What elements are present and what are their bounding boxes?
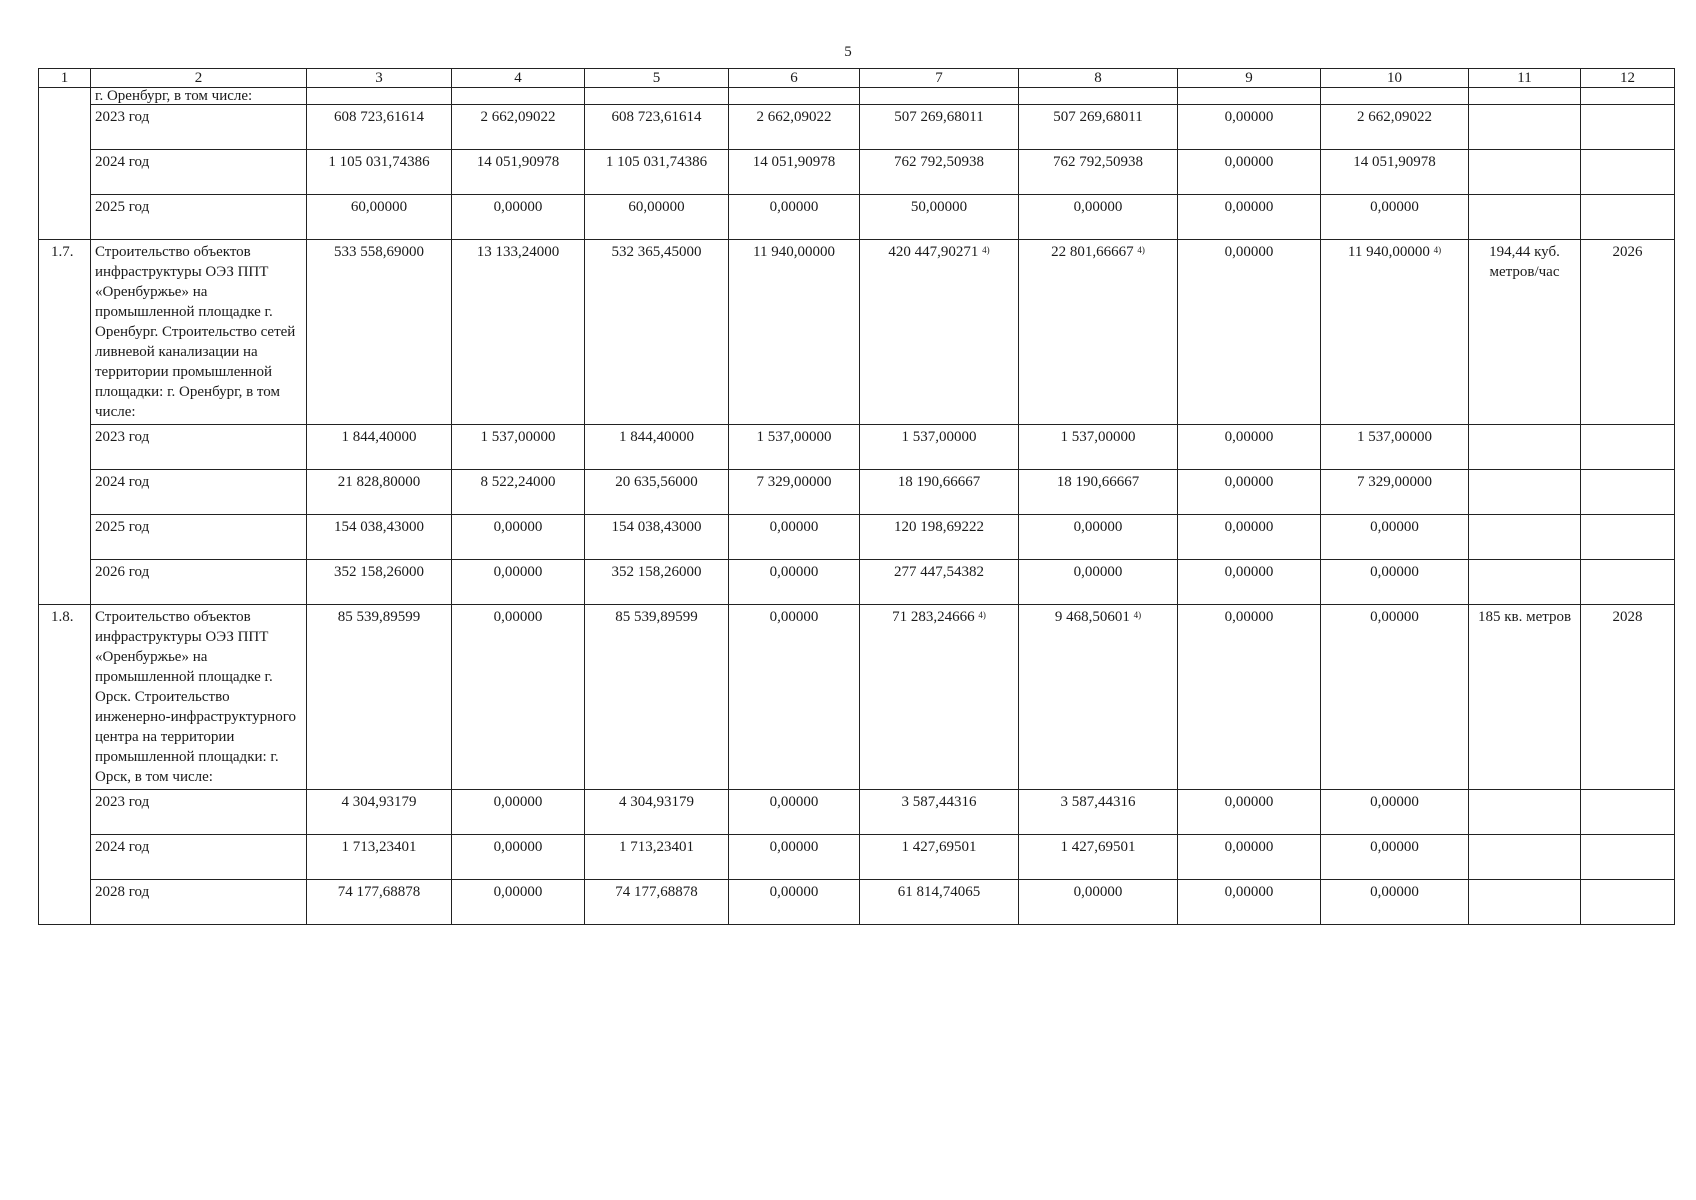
amount-cell: 0,00000	[729, 880, 860, 925]
amount-cell: 0,00000	[452, 195, 585, 240]
empty-cell	[1469, 560, 1581, 605]
table-row	[39, 515, 1675, 560]
amount-cell: 20 635,56000	[585, 470, 729, 515]
amount-cell: 85 539,89599	[307, 605, 452, 790]
year-label: 2023 год	[91, 105, 307, 150]
amount-cell: 1 537,00000	[1321, 425, 1469, 470]
amount-cell: 60,00000	[307, 195, 452, 240]
amount-cell: 0,00000	[1321, 790, 1469, 835]
amount-cell: 2 662,09022	[1321, 105, 1469, 150]
amount-cell: 1 844,40000	[307, 425, 452, 470]
cell-value: 420 447,90271	[888, 244, 979, 260]
empty-cell	[1469, 835, 1581, 880]
table-row	[39, 560, 1675, 605]
footnote-marker: 4)	[1433, 245, 1442, 255]
year-label: 2023 год	[91, 790, 307, 835]
empty-cell	[1469, 425, 1581, 470]
completion-year-cell: 2028	[1581, 605, 1675, 790]
header-cell: 9	[1178, 69, 1321, 88]
header-row	[39, 69, 1675, 88]
amount-cell: 0,00000	[1178, 105, 1321, 150]
amount-cell: 1 537,00000	[1019, 425, 1178, 470]
amount-cell: 0,00000	[729, 515, 860, 560]
amount-cell: 533 558,69000	[307, 240, 452, 425]
amount-cell: 0,00000	[1178, 560, 1321, 605]
empty-cell	[1581, 835, 1675, 880]
empty-cell	[1469, 790, 1581, 835]
amount-cell: 0,00000	[1321, 605, 1469, 790]
amount-cell: 0,00000	[1178, 425, 1321, 470]
empty-cell	[1581, 105, 1675, 150]
continued-label: г. Оренбург, в том числе:	[91, 88, 307, 105]
table-row	[39, 605, 1675, 790]
year-label: 2025 год	[91, 515, 307, 560]
amount-cell: 14 051,90978	[1321, 150, 1469, 195]
capacity-cell: 185 кв. метров	[1469, 605, 1581, 790]
empty-cell	[585, 88, 729, 105]
amount-cell: 0,00000	[1178, 150, 1321, 195]
footnote-marker: 4)	[978, 610, 986, 620]
amount-cell: 608 723,61614	[307, 105, 452, 150]
amount-cell: 0,00000	[1321, 880, 1469, 925]
amount-cell: 1 105 031,74386	[307, 150, 452, 195]
amount-cell: 352 158,26000	[585, 560, 729, 605]
amount-cell: 0,00000	[452, 605, 585, 790]
amount-cell: 507 269,68011	[1019, 105, 1178, 150]
page-number: 5	[844, 44, 852, 60]
header-cell: 6	[729, 69, 860, 88]
amount-cell: 0,00000	[452, 835, 585, 880]
empty-cell	[1321, 88, 1469, 105]
amount-cell: 1 844,40000	[585, 425, 729, 470]
item-number: 1.8.	[39, 605, 91, 925]
empty-cell	[452, 88, 585, 105]
amount-cell: 0,00000	[1178, 195, 1321, 240]
amount-cell: 1 537,00000	[729, 425, 860, 470]
empty-cell	[729, 88, 860, 105]
amount-cell: 0,00000	[1178, 835, 1321, 880]
empty-cell	[1581, 88, 1675, 105]
item-number-cell	[39, 88, 91, 240]
cell-value: 9 468,50601	[1054, 609, 1130, 625]
amount-cell: 0,00000	[1019, 195, 1178, 240]
table-row	[39, 470, 1675, 515]
amount-cell: 0,00000	[1178, 515, 1321, 560]
amount-cell: 7 329,00000	[729, 470, 860, 515]
empty-cell	[860, 88, 1019, 105]
empty-cell	[1469, 105, 1581, 150]
amount-cell: 352 158,26000	[307, 560, 452, 605]
year-label: 2024 год	[91, 470, 307, 515]
header-cell: 7	[860, 69, 1019, 88]
amount-cell: 154 038,43000	[307, 515, 452, 560]
year-label: 2024 год	[91, 835, 307, 880]
amount-cell: 0,00000	[729, 790, 860, 835]
amount-cell: 0,00000	[1019, 560, 1178, 605]
amount-cell: 0,00000	[452, 880, 585, 925]
amount-cell: 4 304,93179	[585, 790, 729, 835]
amount-cell	[860, 605, 1019, 790]
amount-cell: 0,00000	[729, 560, 860, 605]
capacity-cell: 194,44 куб. метров/час	[1469, 240, 1581, 425]
header-cell: 2	[91, 69, 307, 88]
amount-cell: 3 587,44316	[1019, 790, 1178, 835]
amount-cell: 1 713,23401	[585, 835, 729, 880]
amount-cell: 18 190,66667	[860, 470, 1019, 515]
table-row	[39, 880, 1675, 925]
amount-cell: 0,00000	[729, 195, 860, 240]
amount-cell: 21 828,80000	[307, 470, 452, 515]
empty-cell	[1178, 88, 1321, 105]
header-cell: 1	[39, 69, 91, 88]
amount-cell: 608 723,61614	[585, 105, 729, 150]
amount-cell: 2 662,09022	[452, 105, 585, 150]
header-cell: 8	[1019, 69, 1178, 88]
item-number: 1.7.	[39, 240, 91, 605]
amount-cell: 74 177,68878	[307, 880, 452, 925]
amount-cell: 4 304,93179	[307, 790, 452, 835]
amount-cell: 0,00000	[1321, 515, 1469, 560]
amount-cell: 120 198,69222	[860, 515, 1019, 560]
amount-cell: 3 587,44316	[860, 790, 1019, 835]
table-row	[39, 240, 1675, 425]
empty-cell	[1581, 195, 1675, 240]
footnote-marker: 4)	[1137, 245, 1145, 255]
amount-cell: 18 190,66667	[1019, 470, 1178, 515]
amount-cell: 0,00000	[729, 605, 860, 790]
year-label: 2024 год	[91, 150, 307, 195]
year-label: 2023 год	[91, 425, 307, 470]
header-cell: 10	[1321, 69, 1469, 88]
table-row	[39, 790, 1675, 835]
empty-cell	[1581, 790, 1675, 835]
empty-cell	[1469, 88, 1581, 105]
amount-cell: 0,00000	[1019, 880, 1178, 925]
amount-cell	[860, 240, 1019, 425]
header-cell: 3	[307, 69, 452, 88]
amount-cell: 11 940,00000	[729, 240, 860, 425]
item-description: Строительство объектов инфраструктуры ОЭЗ ППТ «Оренбуржье» на промышленной площадке г. Оренбург. Строительство сетей ливневой канализации на территории промышленной площадки: г. Оренбург, в том числе:	[91, 240, 307, 425]
amount-cell: 0,00000	[1321, 195, 1469, 240]
header-cell: 4	[452, 69, 585, 88]
year-label: 2025 год	[91, 195, 307, 240]
amount-cell	[1019, 240, 1178, 425]
amount-cell	[1321, 240, 1469, 425]
amount-cell: 0,00000	[1178, 790, 1321, 835]
cell-value: 22 801,66667	[1051, 244, 1134, 260]
cell-value: 71 283,24666	[892, 609, 975, 625]
amount-cell: 1 427,69501	[1019, 835, 1178, 880]
amount-cell: 0,00000	[1019, 515, 1178, 560]
footnote-marker: 4)	[982, 245, 990, 255]
amount-cell: 1 427,69501	[860, 835, 1019, 880]
amount-cell: 8 522,24000	[452, 470, 585, 515]
amount-cell: 0,00000	[1178, 470, 1321, 515]
amount-cell: 14 051,90978	[729, 150, 860, 195]
amount-cell: 762 792,50938	[1019, 150, 1178, 195]
amount-cell: 50,00000	[860, 195, 1019, 240]
table-row	[39, 425, 1675, 470]
amount-cell	[1019, 605, 1178, 790]
empty-cell	[1581, 470, 1675, 515]
year-label: 2028 год	[91, 880, 307, 925]
cell-value: 11 940,00000	[1347, 244, 1430, 260]
table-row	[39, 150, 1675, 195]
amount-cell: 1 537,00000	[452, 425, 585, 470]
amount-cell: 0,00000	[452, 515, 585, 560]
amount-cell: 61 814,74065	[860, 880, 1019, 925]
footnote-marker: 4)	[1133, 610, 1142, 620]
amount-cell: 74 177,68878	[585, 880, 729, 925]
amount-cell: 154 038,43000	[585, 515, 729, 560]
amount-cell: 13 133,24000	[452, 240, 585, 425]
table-row	[39, 88, 1675, 105]
empty-cell	[1469, 470, 1581, 515]
empty-cell	[1019, 88, 1178, 105]
amount-cell: 1 713,23401	[307, 835, 452, 880]
empty-cell	[307, 88, 452, 105]
empty-cell	[1469, 515, 1581, 560]
amount-cell: 7 329,00000	[1321, 470, 1469, 515]
amount-cell: 277 447,54382	[860, 560, 1019, 605]
empty-cell	[1469, 195, 1581, 240]
amount-cell: 0,00000	[1178, 240, 1321, 425]
table-row	[39, 835, 1675, 880]
table-row	[39, 195, 1675, 240]
amount-cell: 0,00000	[1178, 605, 1321, 790]
year-label: 2026 год	[91, 560, 307, 605]
amount-cell: 532 365,45000	[585, 240, 729, 425]
empty-cell	[1581, 425, 1675, 470]
header-cell: 11	[1469, 69, 1581, 88]
empty-cell	[1581, 560, 1675, 605]
amount-cell: 0,00000	[729, 835, 860, 880]
amount-cell: 2 662,09022	[729, 105, 860, 150]
amount-cell: 762 792,50938	[860, 150, 1019, 195]
amount-cell: 60,00000	[585, 195, 729, 240]
empty-cell	[1581, 880, 1675, 925]
header-cell: 12	[1581, 69, 1675, 88]
budget-table	[38, 68, 1675, 925]
table-row	[39, 105, 1675, 150]
amount-cell: 1 105 031,74386	[585, 150, 729, 195]
amount-cell: 0,00000	[452, 560, 585, 605]
amount-cell: 1 537,00000	[860, 425, 1019, 470]
empty-cell	[1581, 150, 1675, 195]
header-cell: 5	[585, 69, 729, 88]
empty-cell	[1469, 150, 1581, 195]
completion-year-cell: 2026	[1581, 240, 1675, 425]
amount-cell: 85 539,89599	[585, 605, 729, 790]
amount-cell: 0,00000	[452, 790, 585, 835]
amount-cell: 0,00000	[1178, 880, 1321, 925]
empty-cell	[1581, 515, 1675, 560]
item-description: Строительство объектов инфраструктуры ОЭЗ ППТ «Оренбуржье» на промышленной площадке г. Орск. Строительство инженерно-инфраструктурного центра на территории промышленной площадки: г. Орск, в том числе:	[91, 605, 307, 790]
amount-cell: 507 269,68011	[860, 105, 1019, 150]
amount-cell: 0,00000	[1321, 560, 1469, 605]
amount-cell: 0,00000	[1321, 835, 1469, 880]
amount-cell: 14 051,90978	[452, 150, 585, 195]
empty-cell	[1469, 880, 1581, 925]
